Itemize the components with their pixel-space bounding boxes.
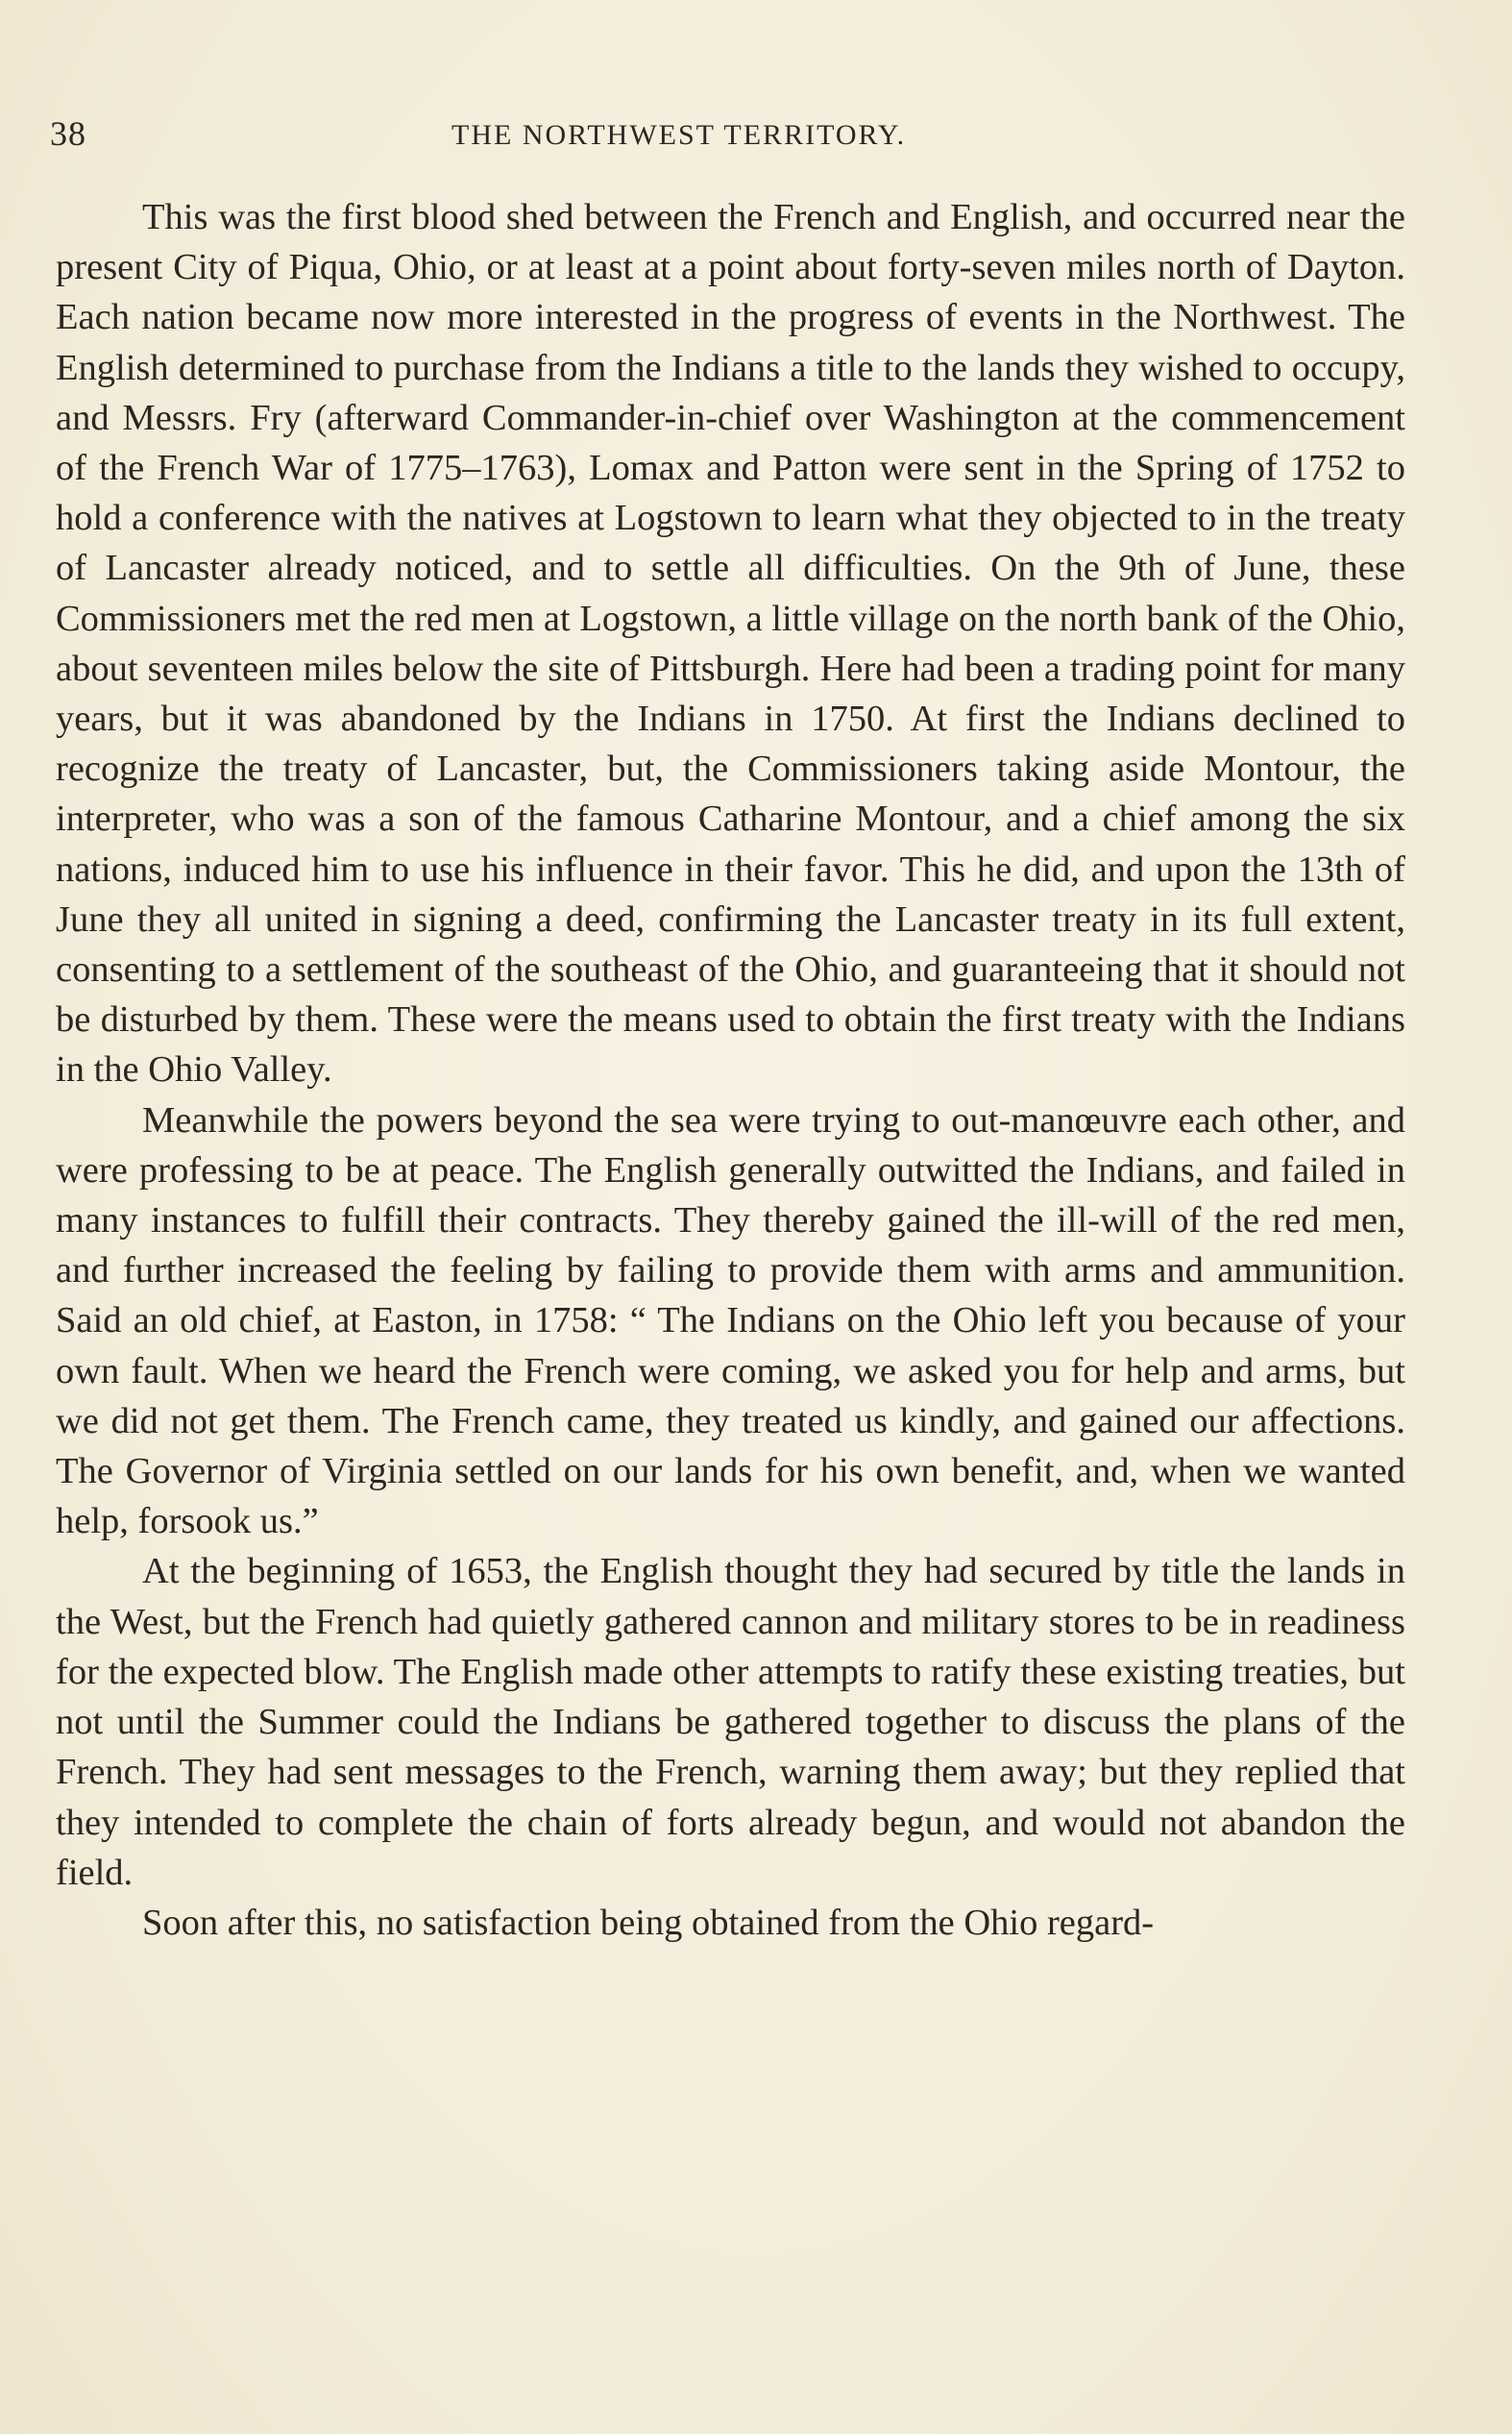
body-text [56,192,1405,1948]
paragraph: Meanwhile the powers beyond the sea were trying to out-manœuvre each other, and were professing to be at peace. The English generally outwitted the Indians, and failed in many instances to fulfill their contracts. They thereby gained the ill-will of the red men, and further increased the feeling by failing to provide them with arms and ammunition. Said an old chief, at Easton, in 1758: “ The Indians on the Ohio left you because of your own fault. When we heard the French were coming, we asked you for help and arms, but we did not get them. The French came, they treated us kindly, and gained our affections. The Governor of Virginia settled on our lands for his own benefit, and, when we wanted help, forsook us.” [56,1099,1405,1542]
page-number: 38 [50,114,86,153]
paragraph: At the beginning of 1653, the English thought they had secured by title the lands in the West, but the French had quietly gathered cannon and military stores to be in readiness for the expected blow. The English made other attempts to ratify these existing treaties, but not until the Summer could the Indians be gathered together to discuss the plans of the French. They had sent messages to the French, warning them away; but they replied that they intended to complete the chain of forts already begun, and would not abandon the field. [56,1551,1405,1893]
page-header [50,113,1414,161]
running-head: THE NORTHWEST TERRITORY. [451,119,907,151]
paragraph: Soon after this, no satisfaction being obtained from the Ohio regard- [142,1902,1155,1943]
paragraph: This was the first blood shed between the French and English, and occurred near the present City of Piqua, Ohio, or at least at a point about forty-seven miles north of Dayton. Each nation became now more interested in the progress of events in the Northwest. The English determined to purchase from the Indians a title to the lands they wished to occupy, and Messrs. Fry (afterward Commander-in-chief over Washington at the commencement of the French War of 1775–1763), Lomax and Patton were sent in the Spring of 1752 to hold a conference with the natives at Logstown to learn what they objected to in the treaty of Lancaster already noticed, and to settle all difficulties. On the 9th of June, these Commissioners met the red men at Logstown, a little village on the north bank of the Ohio, about seventeen miles below the site of Pittsburgh. Here had been a trading point for many years, but it was abandoned by the Indians in 1750. At first the Indians declined to recognize the treaty of Lancaster, but, the Commissioners taking aside Montour, the interpreter, who was a son of the famous Catharine Montour, and a chief among the six nations, induced him to use his influence in their favor. This he did, and upon the 13th of June they all united in signing a deed, confirming the Lancaster treaty in its full extent, consenting to a settlement of the southeast of the Ohio, and guaranteeing that it should not be disturbed by them. These were the means used to obtain the first treaty with the Indians in the Ohio Valley. [56,197,1405,1091]
